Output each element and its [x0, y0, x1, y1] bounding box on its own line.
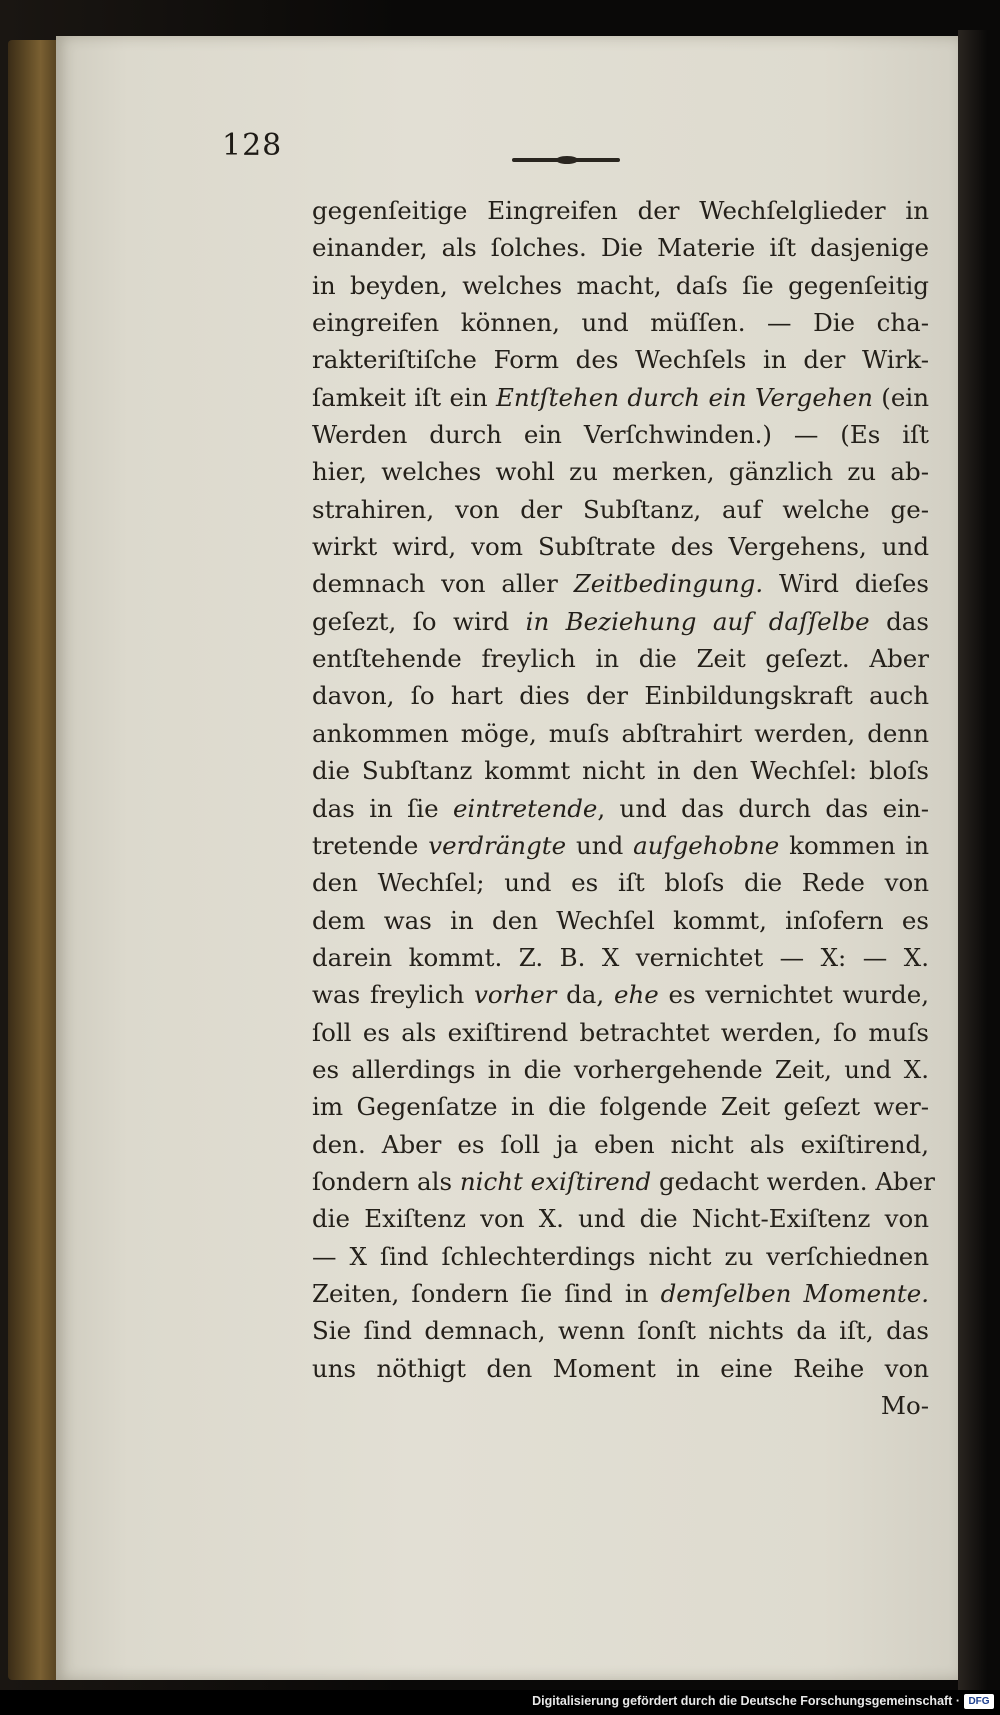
text-segment: im Gegenſatze in die folgende Zeit geſezt wer- — [312, 1092, 929, 1122]
text-segment: hier, welches wohl zu merken, gänzlich zu ab- — [312, 457, 929, 487]
text-segment: da, — [556, 980, 614, 1010]
text-line — [312, 379, 929, 416]
emphasized-text: aufgehobne — [633, 830, 780, 860]
text-segment: darein kommt. Z. B. X vernichtet — X: — X. — [312, 942, 929, 972]
text-segment: davon, ſo hart dies der Einbildungskraft auch — [312, 681, 929, 711]
text-segment: tretende — [312, 830, 429, 860]
text-line — [312, 1051, 929, 1088]
text-segment: das — [869, 606, 929, 636]
text-line — [312, 1238, 929, 1275]
emphasized-text: ehe — [613, 980, 659, 1010]
text-segment: Zeiten, ſondern ſie ſind in — [312, 1278, 661, 1308]
text-line — [312, 603, 929, 640]
page-right-shadow — [958, 30, 1000, 1690]
text-segment: wirkt wird, vom Subſtrate des Vergehens, und — [312, 532, 929, 562]
text-segment: die Exiſtenz von X. und die Nicht-Exiſtenz von — [312, 1204, 929, 1234]
emphasized-text: Entſtehen durch ein Vergehen — [496, 382, 873, 412]
text-segment: Mo- — [880, 1391, 929, 1420]
text-line — [312, 1200, 929, 1237]
dfg-logo-icon: DFG — [964, 1694, 994, 1709]
text-line — [312, 1163, 935, 1200]
text-line — [312, 192, 929, 229]
text-segment: Wird dieſes — [763, 569, 929, 599]
text-line — [312, 1088, 929, 1125]
text-line — [312, 229, 929, 266]
text-line — [312, 491, 929, 528]
text-line — [312, 416, 929, 453]
text-segment: die Subſtanz kommt nicht in den Wechſel: bloſs — [312, 756, 929, 786]
emphasized-text: eintretende — [452, 793, 598, 823]
emphasized-text: demſelben Momente. — [660, 1278, 930, 1308]
text-line — [312, 1014, 929, 1051]
footer-bar — [0, 1690, 1000, 1715]
text-segment: das in ſie — [312, 793, 453, 823]
text-line — [312, 1350, 929, 1387]
text-line — [312, 902, 929, 939]
text-segment: was freylich — [312, 980, 475, 1010]
text-line — [312, 1312, 929, 1349]
emphasized-text: vorher — [474, 980, 557, 1010]
text-line — [312, 939, 929, 976]
emphasized-text: nicht exiſtirend — [459, 1166, 652, 1196]
text-segment: rakteriſtiſche Form des Wechſels in der Wirk- — [312, 345, 929, 375]
page-number: 128 — [222, 128, 283, 163]
text-segment: ſondern als — [312, 1166, 460, 1196]
text-line — [312, 453, 929, 490]
text-segment: es allerdings in die vorhergehende Zeit, und X. — [312, 1054, 929, 1084]
text-segment: geſezt, ſo wird — [312, 606, 526, 636]
text-segment: strahiren, von der Subſtanz, auf welche ge- — [312, 494, 929, 524]
text-line — [312, 640, 929, 677]
text-line — [312, 1387, 929, 1424]
text-segment: uns nöthigt den Moment in eine Reihe von — [312, 1353, 929, 1383]
text-line — [312, 304, 929, 341]
text-segment: demnach von aller — [312, 569, 574, 599]
text-segment: — X ſind ſchlechterdings nicht zu verſchiednen — [312, 1241, 929, 1271]
text-segment: Werden durch ein Verſchwinden.) — (Es iſt — [312, 420, 929, 450]
text-segment: ſoll es als exiſtirend betrachtet werden, ſo muſs — [312, 1017, 929, 1047]
text-line — [312, 827, 929, 864]
text-line — [312, 677, 929, 714]
text-line — [312, 715, 929, 752]
text-segment: und — [566, 830, 634, 860]
text-segment: gedacht werden. Aber — [651, 1166, 935, 1196]
text-segment: es vernichtet wurde, — [658, 980, 929, 1010]
text-line — [312, 752, 929, 789]
text-segment: einander, als ſolches. Die Materie iſt dasjenige — [312, 233, 929, 263]
text-segment: Sie ſind demnach, wenn ſonſt nichts da iſt, das — [312, 1316, 929, 1346]
emphasized-text: verdrängte — [428, 830, 567, 860]
text-line — [312, 1126, 929, 1163]
book-edge — [8, 40, 62, 1680]
text-segment: den. Aber es ſoll ja eben nicht als exiſtirend, — [312, 1129, 929, 1159]
footer-credit: Digitalisierung gefördert durch die Deutsche Forschungsgemeinschaft · — [532, 1694, 960, 1708]
text-line — [312, 1275, 929, 1312]
emphasized-text: Zeitbedingung. — [573, 569, 764, 599]
text-segment: entſtehende freylich in die Zeit geſezt. Aber — [312, 644, 929, 674]
text-segment: dem was in den Wechſel kommt, inſofern es — [312, 905, 929, 935]
header-ornament-rule — [512, 158, 620, 162]
text-line — [312, 790, 929, 827]
text-segment: eingreifen können, und müſſen. — Die cha- — [312, 308, 929, 338]
text-segment: ſamkeit iſt ein — [312, 382, 497, 412]
text-line — [312, 341, 929, 378]
text-line — [312, 976, 929, 1013]
text-segment: den Wechſel; und es iſt bloſs die Rede von — [312, 868, 929, 898]
body-text — [312, 192, 935, 1424]
text-segment: gegenſeitige Eingreifen der Wechſelglieder in — [312, 196, 929, 225]
text-segment: kommen in — [779, 830, 929, 860]
text-line — [312, 565, 929, 602]
text-segment: (ein — [872, 382, 929, 412]
emphasized-text: in Beziehung auf daſſelbe — [525, 606, 870, 636]
text-segment: ankommen möge, muſs abſtrahirt werden, denn — [312, 718, 929, 748]
text-segment: in beyden, welches macht, daſs ſie gegenſeitig — [312, 270, 929, 300]
text-segment: , und das durch das ein- — [597, 793, 929, 823]
text-line — [312, 528, 929, 565]
text-line — [312, 267, 929, 304]
text-line — [312, 864, 929, 901]
